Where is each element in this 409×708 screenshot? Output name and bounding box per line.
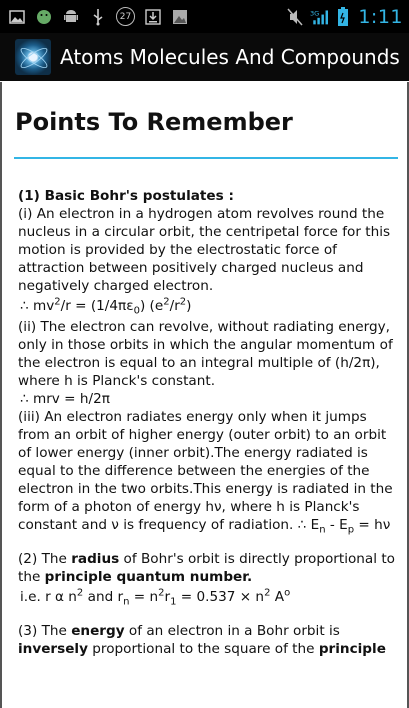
article-body xyxy=(15,187,399,658)
usb-icon xyxy=(89,8,107,26)
status-bar xyxy=(0,0,409,33)
formula-centripetal: ∴ $mv^2/r = (1/4\pi\varepsilon_0)$ $(e^2/r^2)$ xyxy=(20,296,192,317)
content-webview[interactable] xyxy=(0,82,409,708)
status-time: 1:11 xyxy=(358,5,403,28)
formula-radius: i.e. r α $n^2$ and $r_n = n^2r_1 = 0.537 \times n^2$ $A^o$ xyxy=(20,587,291,608)
gallery-icon xyxy=(171,8,189,26)
signal-3g-icon xyxy=(310,8,328,26)
action-bar xyxy=(0,33,409,81)
android-debug-icon xyxy=(35,8,53,26)
formula-angular-momentum: ∴ mrv = h/2π xyxy=(20,391,110,407)
page-heading: Points To Remember xyxy=(15,108,293,136)
download-icon xyxy=(144,8,162,26)
battery-icon xyxy=(334,8,352,26)
silent-icon xyxy=(286,8,304,26)
postulate-1: (i) An electron in a hydrogen atom revolves round the nucleus in a circular orbit, the centripetal force for this motion is provided by the electrostatic force of attraction between positively charged nucleus and negatively charged electron. xyxy=(18,206,391,294)
app-title: Atoms Molecules And Compounds xyxy=(60,45,400,69)
image-icon xyxy=(8,8,26,26)
section2-radius: (2) The radius of Bohr's orbit is directly proportional to the principle quantum number. xyxy=(18,551,395,585)
postulate-3: (iii) An electron radiates energy only when it jumps from an orbit of higher energy (outer orbit) to an orbit of lower energy (inner orbit).The energy radiated is equal to the difference between the energies of the electron in the two orbits.This energy is radiated in the form of a photon of energy hν, where h is Planck's constant and ν is frequency of radiation. ∴ $E_n - E_p = h\nu$ xyxy=(18,409,393,536)
section3-energy: (3) The energy of an electron in a Bohr orbit is inversely proportional to the square of the principle xyxy=(18,623,386,657)
section1-title: (1) Basic Bohr's postulates : xyxy=(18,188,234,204)
android-icon xyxy=(62,8,80,26)
atom-app-icon[interactable] xyxy=(15,39,51,75)
heading-divider xyxy=(14,157,398,159)
svg-text:3G: 3G xyxy=(310,8,320,17)
notification-count-icon: 27 xyxy=(116,7,135,26)
postulate-2: (ii) The electron can revolve, without radiating energy, only in those orbits in which the angular momentum of the electron is equal to an integral multiple of (h/2π), where h is Planck's constant. xyxy=(18,319,393,389)
